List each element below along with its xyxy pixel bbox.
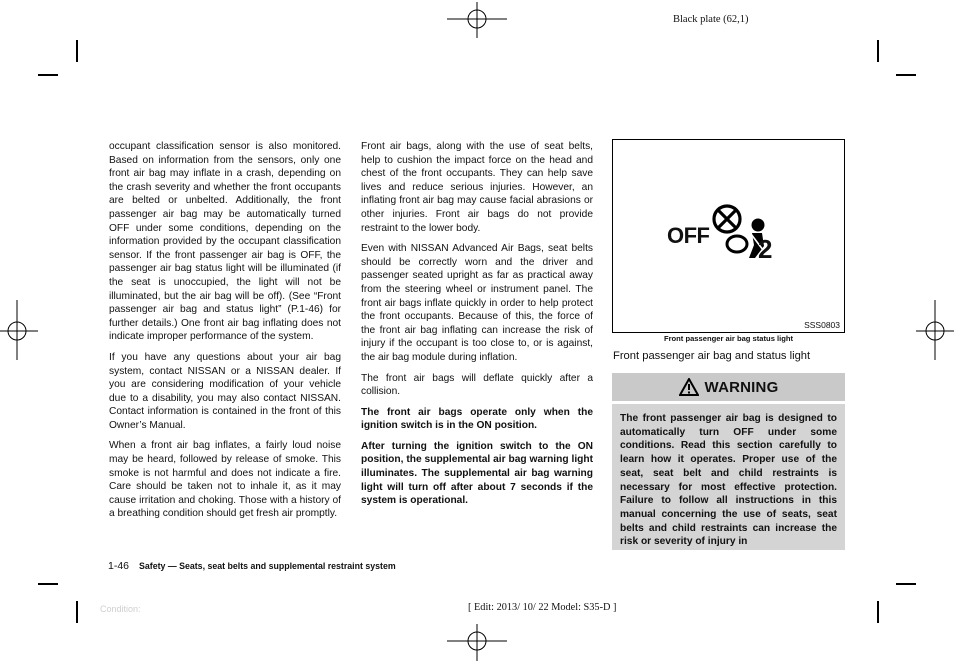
crop-mark (877, 40, 879, 62)
bold-paragraph: After turning the ignition switch to the ON position, the supplemental air bag warning light illuminates. The supplemental air bag warning light will turn off after about 7 seconds if the system is operational. (361, 440, 593, 507)
warning-title: WARNING (704, 378, 779, 396)
edit-info: [ Edit: 2013/ 10/ 22 Model: S35-D ] (468, 602, 617, 613)
condition-label: Condition: (100, 604, 141, 614)
chapter-title: Safety — Seats, seat belts and supplemental restraint system (139, 561, 396, 571)
off-label: OFF (667, 223, 710, 248)
status-light-figure (612, 139, 845, 333)
paragraph: Front air bags, along with the use of seat belts, help to cushion the impact force on the head and chest of the front occupants. They can help save lives and reduce serious injuries. However, an inflating front air bag may cause facial abrasions or other injuries. Front air bags do not provide restraint to the lower body. (361, 141, 593, 234)
column-middle (361, 140, 593, 515)
registration-mark-right (916, 300, 954, 360)
paragraph: Even with NISSAN Advanced Air Bags, seat belts should be correctly worn and the driver and passenger seated upright as far as practical away from the steering wheel or instrument panel. The front air bags inflate quickly in order to help protect the front occupants. Because of this, the force of the front air bag inflating can increase the risk of injury if the occupant is too close to, or is against, the air bag module during inflation. (361, 243, 593, 363)
page-footer (108, 560, 396, 572)
warning-header (612, 371, 845, 401)
column-left (109, 140, 341, 528)
page-number: 1-46 (108, 560, 130, 572)
paragraph: When a front air bag inflates, a fairly loud noise may be heard, followed by release of smoke. This smoke is not harmful and does not indicate a fire. Care should be taken not to inhale it, as it may cause irritation and choking. Those with a history of a breathing condition should get fresh air promptly. (109, 440, 341, 520)
paragraph: If you have any questions about your air bag system, contact NISSAN or a NISSAN dealer. If you are considering modification of your vehicle due to a disability, you may also contact NISSAN. Contact information is contained in the front of this Owner’s Manual. (109, 351, 341, 431)
warning-triangle-icon (679, 378, 699, 396)
plate-label: Black plate (62,1) (673, 14, 749, 25)
registration-mark-left (0, 300, 38, 360)
crop-mark (76, 601, 78, 623)
warning-body: The front passenger air bag is designed to automatically turn OFF under some conditions. Read this section carefully to learn how it operates. Proper use of the seat, seat belt and child restraints is necessary for most effective protection. Failure to follow all instructions in this manual concerning the use of seats, seat belts and child restraints can increase the risk or severity of injury in (612, 404, 845, 550)
crop-mark (38, 74, 58, 76)
seat-number: 2 (758, 234, 773, 264)
registration-mark-bottom (447, 624, 507, 661)
crop-mark (877, 601, 879, 623)
paragraph: The front air bags will deflate quickly after a collision. (361, 372, 593, 398)
bold-paragraph: The front air bags operate only when the ignition switch is in the ON position. (361, 406, 593, 432)
section-title: Front passenger air bag and status light (613, 350, 811, 362)
figure-caption: Front passenger air bag status light (663, 334, 794, 343)
crop-mark (76, 40, 78, 62)
figure-code: SSS0803 (804, 320, 840, 330)
crop-mark (896, 74, 916, 76)
crop-mark (38, 583, 58, 585)
crop-mark (896, 583, 916, 585)
paragraph: occupant classification sensor is also monitored. Based on information from the sensors, only one front air bag may inflate in a crash, depending on the crash severity and whether the front occupants are belted or unbelted. Additionally, the front passenger air bag may be automatically turned OFF under some conditions, depending on the information provided by the occupant classification sensor. If the front passenger air bag is OFF, the passenger air bag status light will be illuminated (if the seat is unoccupied, the light will not be illuminated, but the air bag will be off). (See “Front passenger air bag and status light” (P.1-46) for further details.) One front air bag inflating does not indicate improper performance of the system. (109, 141, 341, 343)
registration-mark-top (447, 2, 507, 38)
